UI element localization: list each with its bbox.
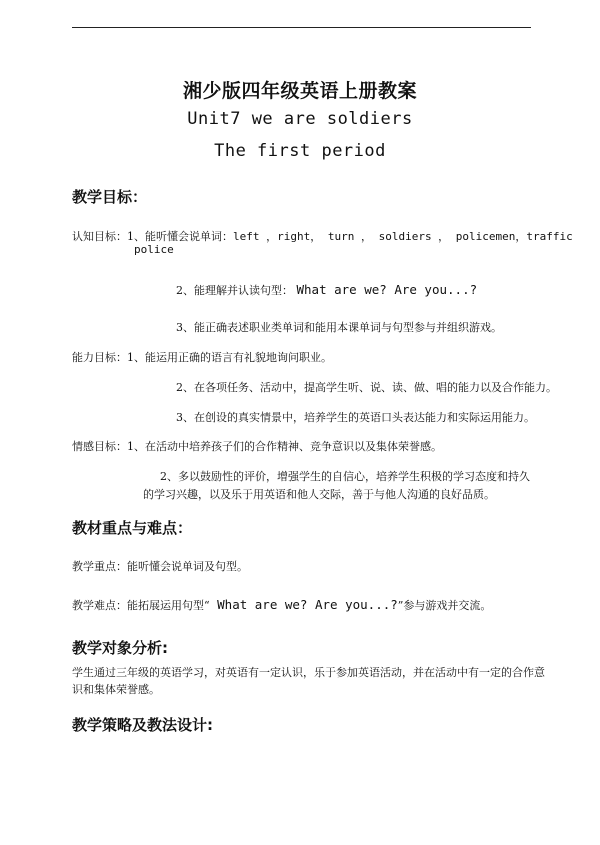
objectives-heading: 教学目标： [72,188,148,206]
period-subtitle: The first period [214,141,386,161]
knowledge-prefix: 认知目标：1、能听懂会说单词： [72,230,233,243]
students-heading: 教学对象分析: [72,639,168,657]
knowledge-words-continued: police [134,243,174,256]
strategy-heading: 教学策略及教法设计: [72,716,213,734]
difficulty-pattern: What are we? Are you...? [209,597,398,612]
difficulty-suffix: ”参与游戏并交流。 [397,599,492,612]
ability-objective-2: 2、在各项任务、活动中，提高学生听、说、读、做、唱的能力以及合作能力。 [176,381,557,394]
ability-objective-3: 3、在创设的真实情景中，培养学生的英语口头表达能力和实际运用能力。 [176,411,535,424]
document-title: 湘少版四年级英语上册教案 [182,80,417,102]
key-points-heading: 教材重点与难点： [72,519,193,537]
teaching-difficulty [72,597,491,613]
emotion-objective-2-line1: 2、多以鼓励性的评价，增强学生的自信心，培养学生积极的学习态度和持久 [160,470,530,483]
difficulty-prefix: 教学难点：能拓展运用句型“ [72,599,210,612]
emotion-objective-2-line2: 的学习兴趣，以及乐于用英语和他人交际，善于与他人沟通的良好品质。 [143,488,495,501]
knowledge-objective-3: 3、能正确表述职业类单词和能用本课单词与句型参与并组织游戏。 [176,321,502,334]
students-analysis-line2: 识和集体荣誉感。 [72,683,160,696]
knowledge-objective-1 [72,228,573,244]
emotion-objective-1: 情感目标：1、在活动中培养孩子们的合作精神、竞争意识以及集体荣誉感。 [72,440,442,453]
ability-objective-1: 能力目标：1、能运用正确的语言有礼貌地询问职业。 [72,351,332,364]
knowledge-words: left ，right， turn ， soldiers ， policemen，traffic [233,230,573,243]
knowledge-objective-2 [176,282,477,298]
header-rule [72,27,531,28]
students-analysis-line1: 学生通过三年级的英语学习，对英语有一定认识，乐于参加英语活动，并在活动中有一定的合作意 [72,666,545,679]
knowledge-item2-pattern: What are we? Are you...? [296,282,478,297]
unit-subtitle: Unit7 we are soldiers [187,109,413,129]
teaching-focus: 教学重点：能听懂会说单词及句型。 [72,560,248,573]
knowledge-item2-prefix: 2、能理解并认读句型： [176,284,293,297]
